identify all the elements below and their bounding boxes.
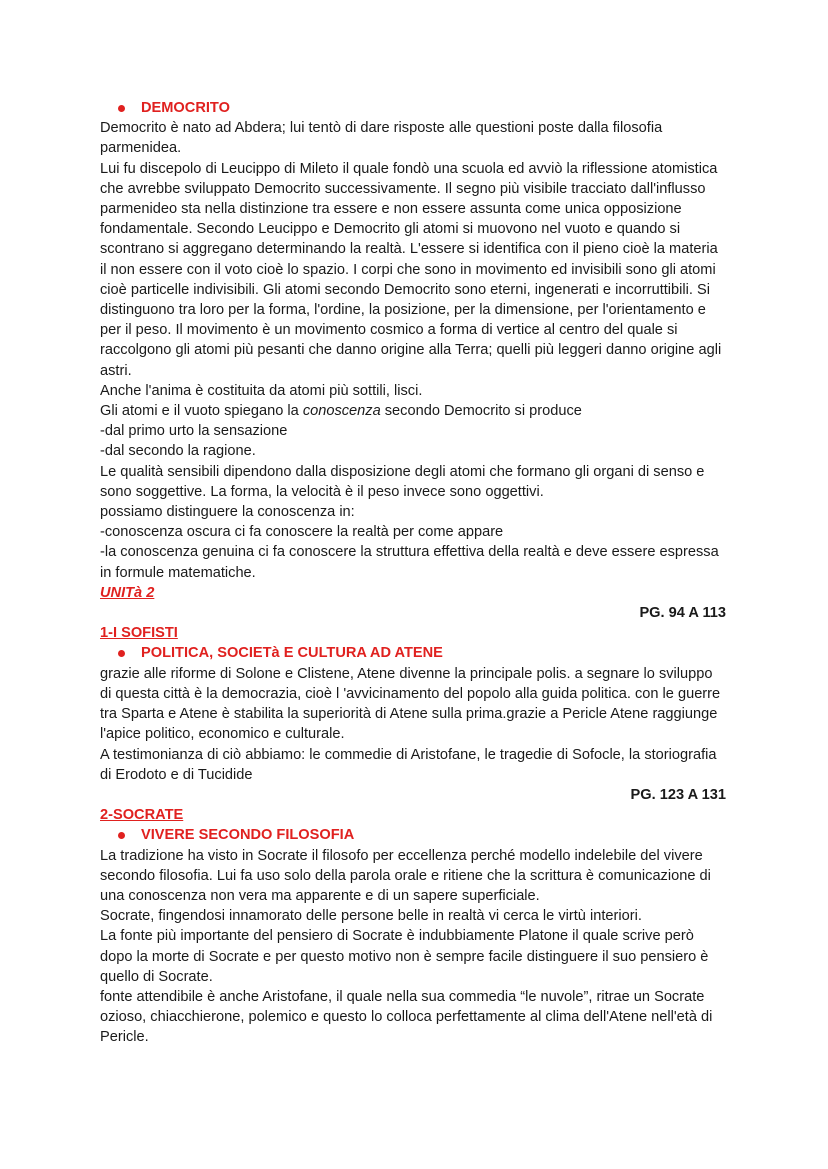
document-page [100,98,726,1048]
sofisti-heading-text: POLITICA, SOCIETà E CULTURA AD ATENE [141,645,443,662]
unit-2-title: UNITà 2 [100,584,155,601]
democrito-heading-text: DEMOCRITO [141,100,230,116]
socrate-paragraph-4: fonte attendibile è anche Aristofane, il quale nella sua commedia “le nuvole”, ritrae un Socrate ozioso, chiacchierone, polemico e questo lo colloca perfettamente al clima dell'Atene nell'età di Pericle. [100,988,713,1046]
socrate-paragraph-1: La tradizione ha visto in Socrate il filosofo per eccellenza perché modello indelebile del vivere secondo filosofia. Lui fa uso solo della parola orale e ritiene che la scrittura è comunicazione di una conoscenza non vera ma apparente e di un sapere superficiale. [100,847,711,904]
socrate-paragraph-3: La fonte più importante del pensiero di Socrate è indubbiamente Platone il quale scrive però dopo la morte di Socrate e per questo motivo non è sempre facile distinguere il suo pensiero è quello di Socrate. [100,928,709,985]
socrate-paragraph-2: Socrate, fingendosi innamorato delle persone belle in realtà vi cerca le virtù interiori. [100,908,642,925]
democrito-paragraph-2: Lui fu discepolo di Leucippo di Mileto il quale fondò una scuola ed avviò la riflessione atomistica che avrebbe sviluppato Democrito successivamente. Il segno più visibile tracciato dall'influsso parmenideo sta nella distinzione tra essere e non essere assunta come unica opposizione fondamentale. Secondo Leucippo e Democrito gli atomi si muovono nel vuoto e quando si scontrano si aggregano determinando la realtà. L'essere si identifica con il pieno cioè la materia il non essere con il voto cioè lo spazio. I corpi che sono in movimento ed invisibili sono gli atomi cioè particelle indivisibili. Gli atomi secondo Democrito sono eterni, ingenerati e incorruttibili. Si distinguono tra loro per la forma, l'ordine, la posizione, per la dimensione, per l'orientamento e per il peso. Il movimento è un movimento cosmico a forma di vertice al centro del quale si raccolgono gli atomi più pesanti che danno origine alla Terra; quelli più leggeri danno origine agli astri. [100,160,722,379]
democrito-paragraph-4 [100,401,726,421]
sofisti-heading [100,643,726,663]
democrito-paragraph-10: -la conoscenza genuina ci fa conoscere la struttura effettiva della realtà e deve essere espressa in formule matematiche. [100,544,719,581]
sofisti-page-ref: PG. 123 A 131 [630,786,726,803]
democrito-heading [100,98,726,118]
democrito-paragraph-1: Democrito è nato ad Abdera; lui tentò di dare risposte alle questioni poste dalla filosofia parmenidea. [100,120,663,157]
socrate-heading [100,825,726,845]
democrito-paragraph-5: -dal primo urto la sensazione [100,423,288,440]
socrate-title: 2-SOCRATE [100,807,184,824]
bullet-icon [118,105,125,112]
democrito-p4-text-after: secondo Democrito si produce [380,403,582,420]
democrito-paragraph-6: -dal secondo la ragione. [100,443,256,460]
socrate-heading-text: VIVERE SECONDO FILOSOFIA [141,827,355,844]
sofisti-paragraph-2: A testimonianza di ciò abbiamo: le commedie di Aristofane, le tragedie di Sofocle, la storiografia di Erodoto e di Tucidide [100,746,717,783]
democrito-paragraph-7: Le qualità sensibili dipendono dalla disposizione degli atomi che formano gli organi di senso e sono soggettive. La forma, la velocità è il peso invece sono oggettivi. [100,463,705,500]
democrito-p4-italic: conoscenza [302,403,381,420]
democrito-paragraph-3: Anche l'anima è costituita da atomi più sottili, lisci. [100,382,423,399]
democrito-paragraph-8: possiamo distinguere la conoscenza in: [100,504,355,521]
bullet-icon [118,650,125,657]
democrito-p4-text-before: Gli atomi e il vuoto spiegano la [100,403,303,420]
sofisti-paragraph-1: grazie alle riforme di Solone e Clistene, Atene divenne la principale polis. a segnare lo sviluppo di questa città è la democrazia, cioè l 'avvicinamento del popolo alla guida politica. con le guerre tra Sparta e Atene è stabilita la superiorità di Atene sulla prima.grazie a Pericle Atene raggiunge l'apice politico, economico e culturale. [100,665,721,743]
sofisti-title: 1-I SOFISTI [100,625,178,642]
bullet-icon [118,832,125,839]
democrito-paragraph-9: -conoscenza oscura ci fa conoscere la realtà per come appare [100,524,504,541]
unit-2-page-ref: PG. 94 A 113 [639,605,726,622]
